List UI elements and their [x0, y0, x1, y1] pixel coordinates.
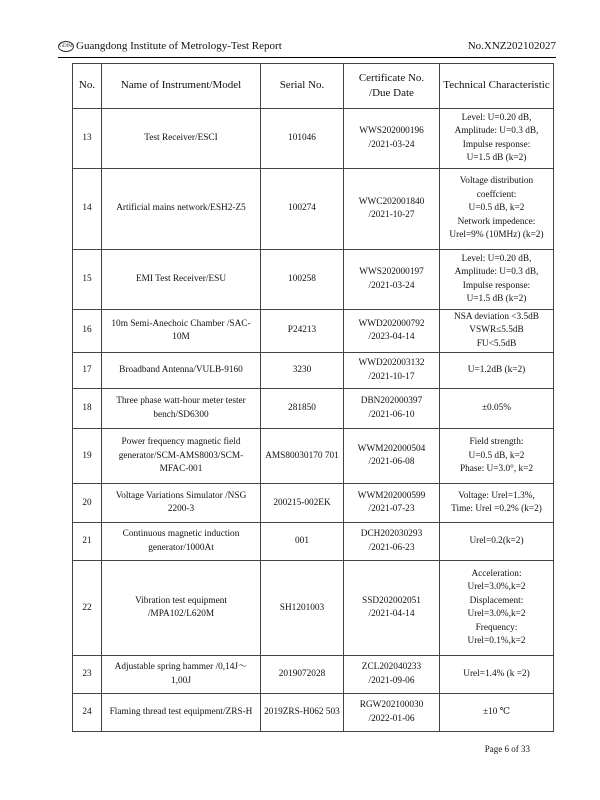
certificate-number: WWD202000792 [358, 318, 425, 329]
due-date: /2023-04-14 [368, 332, 415, 343]
row-number: 21 [73, 523, 102, 561]
report-number: No.XNZ202102027 [467, 40, 556, 52]
due-date: /2021-06-23 [368, 542, 415, 553]
due-date: /2022-01-06 [368, 713, 415, 724]
certificate-number: WWS202000196 [359, 126, 424, 137]
due-date: /2021-06-10 [368, 409, 415, 420]
technical-characteristic [440, 523, 554, 561]
certificate-cell [344, 656, 440, 694]
table-row [73, 109, 554, 169]
row-number: 18 [73, 389, 102, 429]
certificate-cell [344, 429, 440, 484]
row-number: 16 [73, 310, 102, 353]
serial-number: 200215-002EK [261, 484, 344, 523]
instrument-name: Three phase watt-hour meter tester bench/SD6300 [102, 389, 261, 429]
technical-line: Urel=0.1%,k=2 [467, 636, 526, 647]
technical-line: VSWR≤5.5dB [469, 325, 524, 336]
technical-line: Level: U=0.20 dB, [461, 112, 532, 123]
technical-line: Impulse response: [462, 139, 531, 150]
instrument-name: EMI Test Receiver/ESU [102, 250, 261, 310]
table-header-row [73, 64, 554, 109]
technical-line: Urel=3.0%,k=2 [467, 582, 526, 593]
technical-line: Urel=1.4% (k =2) [463, 669, 530, 680]
table-row [73, 656, 554, 694]
table-row [73, 250, 554, 310]
due-date: /2021-10-17 [368, 371, 415, 382]
certificate-number: ZCL202040233 [361, 662, 422, 673]
serial-number: 2019072028 [261, 656, 344, 694]
technical-line: FU<5.5dB [476, 338, 517, 349]
certificate-number: RGW202100030 [359, 700, 424, 711]
technical-characteristic [440, 429, 554, 484]
col-header-serial: Serial No. [261, 64, 344, 109]
certificate-cell [344, 310, 440, 353]
certificate-cell [344, 353, 440, 389]
instrument-name: Continuous magnetic induction generator/1000At [102, 523, 261, 561]
row-number: 17 [73, 353, 102, 389]
serial-number: 100274 [261, 169, 344, 250]
instrument-name: Adjustable spring hammer /0,14J～1,00J [102, 656, 261, 694]
row-number: 13 [73, 109, 102, 169]
technical-characteristic [440, 484, 554, 523]
technical-line: Displacement: [469, 595, 524, 606]
table-row [73, 389, 554, 429]
row-number: 23 [73, 656, 102, 694]
certificate-number: WWM202000504 [357, 443, 426, 454]
instrument-name: Artificial mains network/ESH2-Z5 [102, 169, 261, 250]
technical-line: U=1.5 dB (k=2) [466, 293, 527, 304]
table-row [73, 484, 554, 523]
technical-line: Urel=3.0%,k=2 [467, 609, 526, 620]
certificate-number: WWS202000197 [359, 267, 424, 278]
serial-number: 2019ZRS-H062 503 [261, 694, 344, 732]
technical-line: NSA deviation <3.5dB [453, 312, 540, 322]
technical-characteristic [440, 109, 554, 169]
serial-number: 281850 [261, 389, 344, 429]
table-row [73, 429, 554, 484]
due-date: /2021-04-14 [368, 609, 415, 620]
technical-line: Network impedence: [457, 216, 536, 227]
technical-characteristic [440, 694, 554, 732]
technical-line: Acceleration: [471, 569, 522, 579]
technical-characteristic [440, 169, 554, 250]
table-row [73, 353, 554, 389]
col-header-no: No. [73, 64, 102, 109]
technical-line: Voltage distribution [459, 176, 534, 187]
certificate-cell [344, 169, 440, 250]
page-number: Page 6 of 33 [484, 744, 530, 754]
technical-characteristic [440, 310, 554, 353]
technical-line: Amplitude: U=0.3 dB, [454, 126, 539, 137]
instrument-name: Power frequency magnetic field generator/SCM-AMS8003/SCM-MFAC-001 [102, 429, 261, 484]
due-date: /2021-06-08 [368, 457, 415, 468]
row-number: 15 [73, 250, 102, 310]
instrument-name: 10m Semi-Anechoic Chamber /SAC-10M [102, 310, 261, 353]
technical-characteristic [440, 656, 554, 694]
serial-number: 001 [261, 523, 344, 561]
technical-line: Urel=9% (10MHz) (k=2) [449, 230, 544, 241]
technical-line: ±10 ℃ [482, 707, 511, 718]
instrument-name: Test Receiver/ESCI [102, 109, 261, 169]
col-header-technical: Technical Characteristic [440, 64, 554, 109]
certificate-cell [344, 109, 440, 169]
technical-characteristic [440, 561, 554, 656]
technical-line: Frequency: [475, 622, 518, 633]
certificate-cell [344, 250, 440, 310]
row-number: 19 [73, 429, 102, 484]
certificate-cell [344, 523, 440, 561]
due-date: /2021-03-24 [368, 280, 415, 291]
certificate-cell [344, 389, 440, 429]
technical-characteristic [440, 250, 554, 310]
row-number: 22 [73, 561, 102, 656]
technical-line: Time: Urel =0.2% (k=2) [451, 504, 542, 515]
certificate-number: WWM202000599 [357, 490, 426, 501]
due-date: /2021-03-24 [368, 139, 415, 150]
row-number: 14 [73, 169, 102, 250]
technical-line: U=0.5 dB, k=2 [468, 203, 525, 214]
technical-line: Amplitude: U=0.3 dB, [454, 267, 539, 278]
certificate-cell [344, 484, 440, 523]
technical-line: Impulse response: [462, 280, 531, 291]
certificate-cell [344, 694, 440, 732]
technical-line: Voltage: Urel=1.3%, [458, 490, 535, 501]
technical-line: Field strength: [469, 437, 524, 448]
header-rule [58, 57, 556, 58]
page-header [58, 40, 556, 56]
due-date: /2021-09-06 [368, 675, 415, 686]
col-header-certificate: Certificate No. /Due Date [344, 64, 440, 109]
certificate-number: WWD202003132 [358, 358, 425, 369]
certificate-number: SSD202002051 [362, 595, 421, 606]
serial-number: SH1201003 [261, 561, 344, 656]
certificate-number: DCH202030293 [360, 529, 423, 540]
technical-line: Urel=0.2(k=2) [469, 536, 524, 547]
technical-line: U=1.2dB (k=2) [467, 365, 526, 376]
instrument-name: Broadband Antenna/VULB-9160 [102, 353, 261, 389]
certificate-number: DBN202000397 [360, 396, 423, 407]
instrument-name: Flaming thread test equipment/ZRS-H [102, 694, 261, 732]
serial-number: 3230 [261, 353, 344, 389]
technical-line: coeffcient: [476, 189, 517, 200]
technical-line: Phase: U=3.0°, k=2 [459, 464, 534, 475]
serial-number: P24213 [261, 310, 344, 353]
col-header-name: Name of Instrument/Model [102, 64, 261, 109]
technical-line: ±0.05% [481, 403, 512, 414]
instrument-table [72, 63, 554, 732]
technical-characteristic [440, 353, 554, 389]
institute-name: Guangdong Institute of Metrology-Test Report [76, 40, 282, 52]
serial-number: AMS80030170 701 [261, 429, 344, 484]
table-row [73, 561, 554, 656]
technical-characteristic [440, 389, 554, 429]
certificate-number: WWC202001840 [358, 196, 425, 207]
table-row [73, 694, 554, 732]
certificate-cell [344, 561, 440, 656]
institute-logo-icon: GDIM [58, 41, 74, 52]
row-number: 20 [73, 484, 102, 523]
technical-line: U=0.5 dB, k=2 [468, 450, 525, 461]
table-row [73, 310, 554, 353]
due-date: /2021-10-27 [368, 210, 415, 220]
due-date: /2021-07-23 [368, 504, 415, 515]
instrument-name: Vibration test equipment /MPA102/L620M [102, 561, 261, 656]
table-row [73, 169, 554, 250]
table-row [73, 523, 554, 561]
technical-line: Level: U=0.20 dB, [461, 253, 532, 264]
technical-line: U=1.5 dB (k=2) [466, 152, 527, 163]
row-number: 24 [73, 694, 102, 732]
serial-number: 101046 [261, 109, 344, 169]
serial-number: 100258 [261, 250, 344, 310]
instrument-name: Voltage Variations Simulator /NSG 2200-3 [102, 484, 261, 523]
